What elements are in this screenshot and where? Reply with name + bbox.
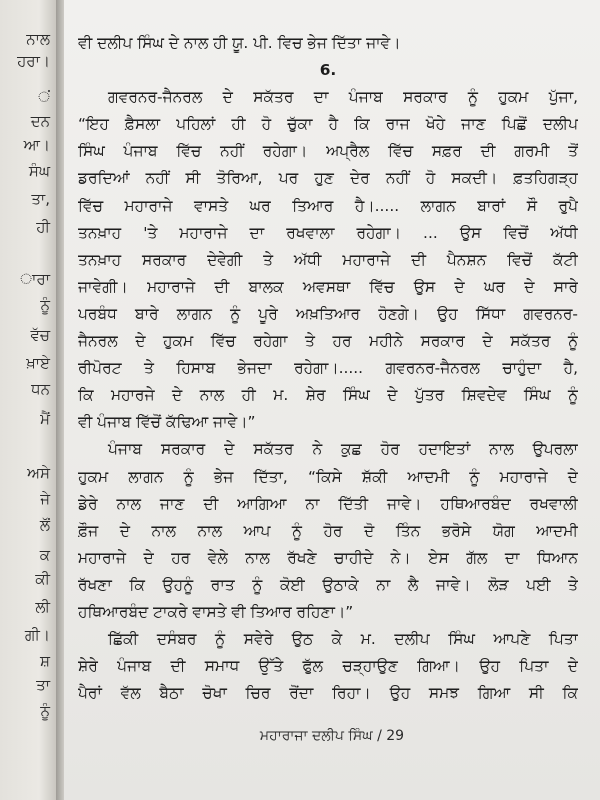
text-line: ਤਨਖ਼ਾਹ 'ਤੇ ਮਹਾਰਾਜੇ ਦਾ ਰਖਵਾਲਾ ਰਹੇਗਾ। ... ਉਸ ਵਿਚੋਂ ਅੱਧੀ bbox=[78, 223, 578, 242]
facing-page-fragment: ਨੂੰ bbox=[40, 702, 50, 720]
text-line: ਵਿੱਚ ਮਹਾਰਾਜੇ ਵਾਸਤੇ ਘਰ ਤਿਆਰ ਹੈ।..... ਲਾਗਨ ਬਾਰਾਂ ਸੌ ਰੁਪੈ bbox=[78, 196, 578, 215]
facing-page-fragment: ਹੀ bbox=[36, 218, 50, 236]
page-text bbox=[78, 30, 578, 707]
top-line: ਵੀ ਦਲੀਪ ਸਿੰਘ ਦੇ ਨਾਲ ਹੀ ਯੂ. ਪੀ. ਵਿਚ ਭੇਜ ਦਿੱਤਾ ਜਾਵੇ। bbox=[78, 34, 401, 52]
facing-page-fragment: ਦਨ bbox=[30, 112, 50, 130]
facing-page-fragment: ਲੱਂ bbox=[39, 516, 50, 534]
facing-page-fragment: ਲੀ bbox=[35, 598, 50, 616]
book-page bbox=[64, 0, 600, 800]
facing-page-fragment: ਕ bbox=[39, 546, 50, 564]
facing-page-fragment: ਆ। bbox=[23, 136, 50, 154]
text-line: ਫ਼ੌਜ ਦੇ ਨਾਲ ਨਾਲ ਆਪ ਨੂੰ ਹੋਰ ਦੋ ਤਿੰਨ ਭਰੋਸੇ ਯੋਗ ਆਦਮੀ bbox=[78, 521, 578, 540]
text-line: ਹੁਕਮ ਲਾਗਨ ਨੂੰ ਭੇਜ ਦਿੱਤਾ, “ਕਿਸੇ ਸ਼ੱਕੀ ਆਦਮੀ ਨੂੰ ਮਹਾਰਾਜੇ ਦੇ bbox=[78, 467, 578, 486]
facing-page-fragment: ਹਰਾ। bbox=[17, 52, 50, 70]
facing-page-fragment: ਂ bbox=[37, 88, 50, 106]
facing-page-edge bbox=[0, 0, 56, 800]
paragraph-3 bbox=[78, 626, 578, 707]
section-number: 6. bbox=[319, 61, 337, 80]
text-line: ਡੇਰੇ ਨਾਲ ਜਾਣ ਦੀ ਆਗਿਆ ਨਾ ਦਿੱਤੀ ਜਾਵੇ। ਹਥਿਆਰਬੰਦ ਰਖਵਾਲੀ bbox=[78, 494, 578, 513]
text-line: ਡਰਦਿਆਂ ਨਹੀਂ ਸੀ ਤੋਰਿਆ, ਪਰ ਹੁਣ ਦੇਰ ਨਹੀਂ ਹੋ ਸਕਦੀ। ਫ਼ਤਹਿਗੜ੍ਹ bbox=[78, 169, 578, 188]
facing-page-fragment: ਤਾ bbox=[36, 676, 50, 694]
facing-page-fragment: ਸ਼ bbox=[40, 652, 50, 670]
text-line: ਜਾਵੇਗੀ। ਮਹਾਰਾਜੇ ਦੀ ਬਾਲਕ ਅਵਸਥਾ ਵਿੱਚ ਉਸ ਦੇ ਘਰ ਦੇ ਸਾਰੇ bbox=[78, 277, 578, 296]
text-line: ਸਿੰਘ ਪੰਜਾਬ ਵਿੱਚ ਨਹੀਂ ਰਹੇਗਾ। ਅਪ੍ਰੈਲ ਵਿੱਚ ਸਫ਼ਰ ਦੀ ਗਰਮੀ ਤੋਂ bbox=[78, 142, 578, 161]
facing-page-fragment: ਜੇ bbox=[40, 490, 50, 508]
text-line: ਪੈਰਾਂ ਵੱਲ ਬੈਠਾ ਚੋਖਾ ਚਿਰ ਰੋਂਦਾ ਰਿਹਾ। ਉਹ ਸਮਝ ਗਿਆ ਸੀ ਕਿ bbox=[78, 684, 578, 703]
text-line: ਵੀ ਪੰਜਾਬ ਵਿੱਚੋਂ ਕੱਢਿਆ ਜਾਵੇ।” bbox=[78, 413, 256, 432]
facing-page-fragment: ਸੰਘ bbox=[28, 162, 50, 180]
text-line: ਪਰਬੰਧ ਬਾਰੇ ਲਾਗਨ ਨੂੰ ਪੂਰੇ ਅਖ਼ਤਿਆਰ ਹੋਣਗੇ। ਉਹ ਸਿੱਧਾ ਗਵਰਨਰ- bbox=[78, 304, 578, 323]
text-line: ਤਨਖ਼ਾਹ ਸਰਕਾਰ ਦੇਵੇਗੀ ਤੇ ਅੱਧੀ ਮਹਾਰਾਜੇ ਦੀ ਪੈਨਸ਼ਨ ਵਿਚੋਂ ਕੱਟੀ bbox=[78, 250, 578, 269]
facing-page-fragment: ਾਰਾ bbox=[20, 270, 50, 288]
facing-page-fragment: ਨੂੰ bbox=[40, 296, 50, 314]
text-line: ਕਿ ਮਹਾਰਜੇ ਦੇ ਨਾਲ ਹੀ ਮ. ਸ਼ੇਰ ਸਿੰਘ ਦੇ ਪੁੱਤਰ ਸ਼ਿਵਦੇਵ ਸਿੰਘ ਨੂੰ bbox=[78, 386, 578, 405]
text-line: ਰੱਖਣਾ ਕਿ ਉਹਨੂੰ ਰਾਤ ਨੂੰ ਕੋਈ ਉਠਾਕੇ ਨਾ ਲੈ ਜਾਵੇ। ਲੋੜ ਪਈ ਤੇ bbox=[78, 575, 578, 594]
facing-page-fragment: ਵੱਚ bbox=[30, 326, 50, 344]
paragraph-2 bbox=[78, 436, 578, 626]
text-line: ਛਿੱਕੀ ਦਸੰਬਰ ਨੂੰ ਸਵੇਰੇ ਉਠ ਕੇ ਮ. ਦਲੀਪ ਸਿੰਘ ਆਪਣੇ ਪਿਤਾ bbox=[108, 630, 578, 649]
facing-page-fragment: ਗੀ। bbox=[24, 626, 50, 644]
text-line: “ਇਹ ਫ਼ੈਸਲਾ ਪਹਿਲਾਂ ਹੀ ਹੋ ਚੁੱਕਾ ਹੈ ਕਿ ਰਾਜ ਖੋਹੇ ਜਾਣ ਪਿਛੋਂ ਦਲੀਪ bbox=[78, 115, 578, 134]
page-footer: ਮਹਾਰਾਜਾ ਦਲੀਪ ਸਿੰਘ / 29 bbox=[259, 728, 405, 744]
facing-page-fragment: ਅਸੇ bbox=[27, 464, 50, 482]
text-line: ਪੰਜਾਬ ਸਰਕਾਰ ਦੇ ਸਕੱਤਰ ਨੇ ਕੁਛ ਹੋਰ ਹਦਾਇਤਾਂ ਨਾਲ ਉਪਰਲਾ bbox=[108, 440, 578, 459]
facing-page-fragment: ਕੀ bbox=[35, 570, 50, 588]
text-line: ਸ਼ੇਰੇ ਪੰਜਾਬ ਦੀ ਸਮਾਧ ਉੱਤੇ ਫੁੱਲ ਚੜ੍ਹਾਉਣ ਗਿਆ। ਉਹ ਪਿਤਾ ਦੇ bbox=[78, 657, 578, 676]
facing-page-fragment: ਧਨ bbox=[31, 380, 50, 398]
text-line: ਮਹਾਰਾਜੇ ਦੇ ਹਰ ਵੇਲੇ ਨਾਲ ਰੱਖਣੇ ਚਾਹੀਦੇ ਨੇ। ਏਸ ਗੱਲ ਦਾ ਧਿਆਨ bbox=[78, 548, 578, 567]
facing-page-fragment: ਮੈਂ bbox=[40, 410, 50, 428]
facing-page-fragment: ਨਾਲ bbox=[26, 30, 50, 48]
text-line: ਜੈਨਰਲ ਦੇ ਹੁਕਮ ਵਿੱਚ ਰਹੇਗਾ ਤੇ ਹਰ ਮਹੀਨੇ ਸਰਕਾਰ ਦੇ ਸਕੱਤਰ ਨੂੰ bbox=[78, 332, 578, 351]
text-line: ਹਥਿਆਰਬੰਦ ਟਾਕਰੇ ਵਾਸਤੇ ਵੀ ਤਿਆਰ ਰਹਿਣਾ।” bbox=[78, 602, 354, 621]
paragraph-1 bbox=[78, 84, 578, 436]
facing-page-fragment: ਖ਼ਾਏ bbox=[26, 354, 50, 372]
text-line: ਰੀਪੋਰਟ ਤੇ ਹਿਸਾਬ ਭੇਜਦਾ ਰਹੇਗਾ।..... ਗਵਰਨਰ-ਜੈਨਰਲ ਚਾਹੁੰਦਾ ਹੈ, bbox=[78, 359, 578, 378]
text-line: ਗਵਰਨਰ-ਜੈਨਰਲ ਦੇ ਸਕੱਤਰ ਦਾ ਪੰਜਾਬ ਸਰਕਾਰ ਨੂੰ ਹੁਕਮ ਪੁੱਜਾ, bbox=[108, 88, 578, 107]
facing-page-fragment: ਤਾ, bbox=[31, 190, 50, 208]
